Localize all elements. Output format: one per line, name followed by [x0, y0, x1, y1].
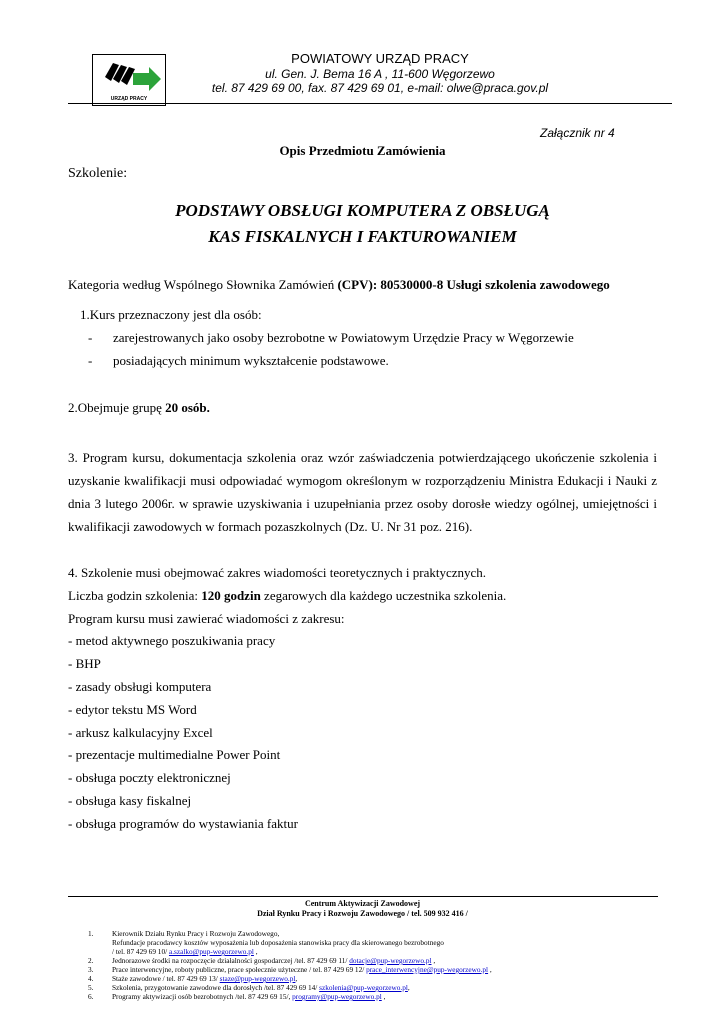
email-link[interactable]: prace_interwencyjne@pup-wegorzewo.pl	[366, 965, 489, 974]
training-label: Szkolenie:	[68, 166, 128, 181]
footer-item: 5. Szkolenia, przygotowanie zawodowe dla dorosłych /tel. 87 429 69 14/ szkolenia@pup-wegorzewo.pl,	[88, 983, 410, 992]
topic-item: - edytor tekstu MS Word	[68, 701, 197, 717]
course-title	[0, 198, 725, 250]
cpv-category	[68, 277, 610, 293]
org-name: POWIATOWY URZĄD PRACY	[291, 51, 469, 66]
logo-caption: URZĄD PRACY	[110, 96, 148, 102]
annex-label: Załącznik nr 4	[540, 126, 615, 140]
topic-item: - obsługa poczty elektronicznej	[68, 770, 231, 786]
email-link[interactable]: szkolenia@pup-wegorzewo.pl	[319, 983, 408, 992]
training-hours: Liczba godzin szkolenia: 120 godzin zegarowych dla każdego uczestnika szkolenia.	[68, 587, 507, 603]
footer-item: 3. Prace interwencyjne, roboty publiczne, prace społecznie użyteczne / tel. 87 429 69 12/ prace_interwencyjne@pup-wegorzewo.pl ,	[88, 965, 492, 974]
footer-item: 4. Staże zawodowe / tel. 87 429 69 13/ staze@pup-wegorzewo.pl,	[88, 974, 298, 983]
topic-item: - obsługa kasy fiskalnej	[68, 792, 192, 808]
cpv-prefix: Kategoria według Wspólnego Słownika Zamówień	[68, 277, 338, 292]
email-link[interactable]: dotacje@pup-wegorzewo.pl	[349, 956, 432, 965]
footer-item: 1. Kierownik Działu Rynku Pracy i Rozwoju Zawodowego, Refundacje pracodawcy kosztów wyposażenia lub doposażenia stanowiska pracy dla skierowanego bezrobotnego / tel. 87 429 69 10/ a.szalko@pup-wegorzewo.pl ,	[88, 929, 444, 956]
section-1-intro: 1.Kurs przeznaczony jest dla osób:	[80, 307, 262, 322]
section-1-list	[88, 330, 574, 376]
course-title-line-1: PODSTAWY OBSŁUGI KOMPUTERA Z OBSŁUGĄ	[175, 201, 550, 220]
urzad-pracy-logo	[92, 54, 166, 106]
email-link[interactable]: a.szalko@pup-wegorzewo.pl	[168, 947, 254, 956]
email-link[interactable]: staze@pup-wegorzewo.pl	[219, 974, 296, 983]
course-title-line-2: KAS FISKALNYCH I FAKTUROWANIEM	[208, 227, 517, 246]
document-title: Opis Przedmiotu Zamówienia	[279, 143, 446, 158]
topic-item: - BHP	[68, 656, 101, 672]
footer-divider	[68, 896, 658, 897]
topic-item: - metod aktywnego poszukiwania pracy	[68, 633, 276, 649]
topic-item: - obsługa programów do wystawiania faktur	[68, 815, 298, 831]
section-4	[68, 562, 506, 836]
section-3: 3. Program kursu, dokumentacja szkolenia oraz wzór zaświadczenia potwierdzającego ukończenie szkolenia i uzyskanie kwalifikacji musi odpowiadać wymogom określonym w rozporządzeniu Ministra Edukacji i Nauki z dnia 3 lutego 2006r. w sprawie uzyskiwania i uzupełniania przez osoby dorosłe wiedzy ogólnej, umiejętności i kwalifikacji zawodowych w formach pozaszkolnych (Dz. U. Nr 31 poz. 216).	[68, 450, 657, 534]
section-2: 2.Obejmuje grupę 20 osób.	[68, 400, 210, 415]
document-header	[0, 0, 725, 110]
org-contact: tel. 87 429 69 00, fax. 87 429 69 01, e-mail: olwe@praca.gov.pl	[211, 81, 549, 95]
footer-contact-list	[88, 929, 492, 1001]
list-item: - posiadających minimum wykształcenie podstawowe.	[88, 353, 389, 368]
cpv-code: (CPV): 80530000-8 Usługi szkolenia zawodowego	[337, 277, 610, 292]
header-divider	[68, 103, 672, 104]
list-item: - zarejestrowanych jako osoby bezrobotne w Powiatowym Urzędzie Pracy w Węgorzewie	[88, 330, 574, 345]
footer-title: Centrum Aktywizacji Zawodowej	[304, 899, 421, 908]
topic-item: - prezentacje multimedialne Power Point	[68, 747, 281, 763]
group-size: 20 osób.	[165, 400, 210, 415]
footer-item: 2. Jednorazowe środki na rozpoczęcie działalności gospodarczej /tel. 87 429 69 11/ dotacje@pup-wegorzewo.pl ,	[88, 956, 436, 965]
topic-item: - zasady obsługi komputera	[68, 678, 212, 694]
footer-item: 6. Programy aktywizacji osób bezrobotnych /tel. 87 429 69 15/, programy@pup-wegorzewo.pl ,	[88, 992, 386, 1001]
org-address: ul. Gen. J. Bema 16 A , 11-600 Węgorzewo	[265, 67, 495, 81]
section-4-line-1: 4. Szkolenie musi obejmować zakres wiadomości teoretycznych i praktycznych.	[68, 565, 487, 580]
email-link[interactable]: programy@pup-wegorzewo.pl	[292, 992, 382, 1001]
footer-subtitle: Dział Rynku Pracy i Rozwoju Zawodowego / tel. 509 932 416 /	[257, 909, 468, 918]
program-intro: Program kursu musi zawierać wiadomości z zakresu:	[68, 610, 345, 626]
topic-item: - arkusz kalkulacyjny Excel	[68, 724, 213, 740]
